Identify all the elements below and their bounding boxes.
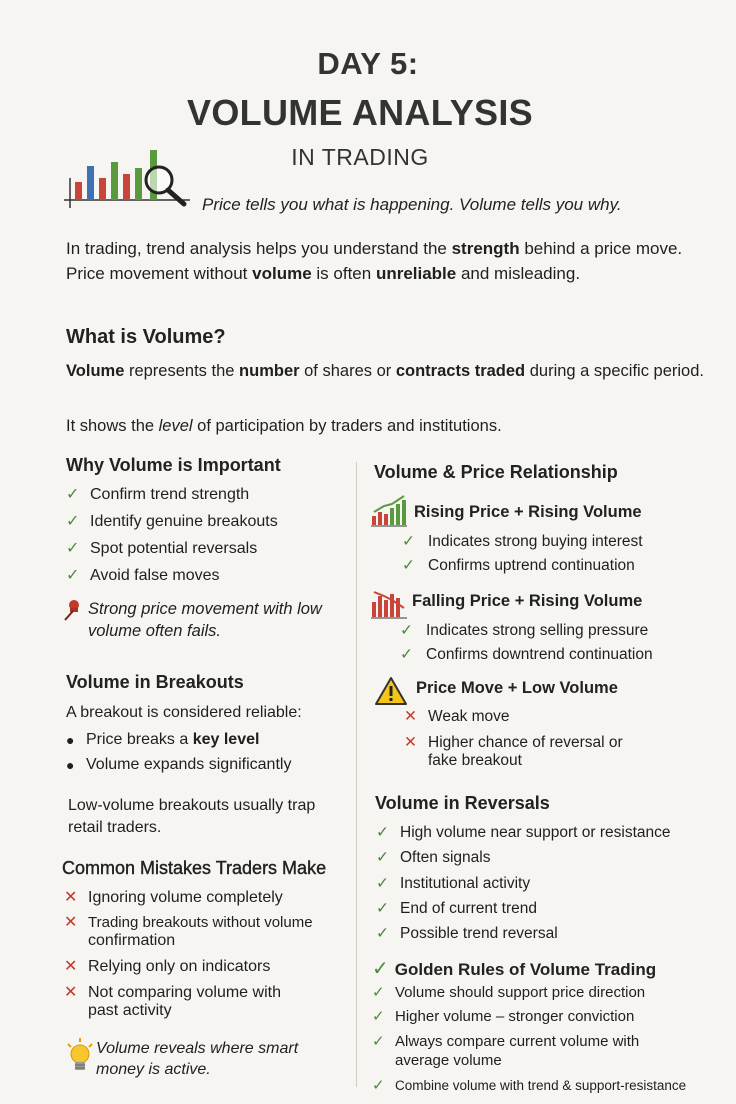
page-title: VOLUME ANALYSIS xyxy=(187,92,533,133)
volume-chart-magnifier-icon xyxy=(62,148,198,210)
mistakes-note: Volume reveals where smart money is active. xyxy=(96,1040,299,1078)
list-item: ● Volume expands significantly xyxy=(66,756,292,773)
rising-chart-icon xyxy=(370,494,408,528)
check-icon: ✓ xyxy=(372,1077,385,1094)
check-icon: ✓ xyxy=(400,646,413,663)
x-icon: ✕ xyxy=(404,734,417,751)
check-icon: ✓ xyxy=(372,984,385,1001)
check-icon: ✓ xyxy=(66,540,80,557)
x-icon: ✕ xyxy=(64,984,78,1001)
list-item-continuation: past activity xyxy=(88,1002,172,1019)
reversals-heading: Volume in Reversals xyxy=(375,793,550,813)
x-icon: ✕ xyxy=(404,708,417,725)
falling-chart-icon xyxy=(370,586,408,620)
check-icon: ✓ xyxy=(376,824,389,841)
relationship-heading: Volume & Price Relationship xyxy=(374,462,618,482)
list-item: ✓ Confirms downtrend continuation xyxy=(400,646,653,663)
list-item: ✓ Institutional activity xyxy=(376,875,531,892)
check-icon: ✓ xyxy=(376,849,389,866)
list-item: ✓ Indicates strong selling pressure xyxy=(400,622,649,639)
intro-paragraph: In trading, trend analysis helps you understand the strength behind a price move. Price movement without volume is often unreliable and misleading. xyxy=(66,239,683,283)
check-icon: ✓ xyxy=(372,1008,385,1025)
list-item: ✕ Relying only on indicators xyxy=(64,958,271,975)
falling-title: Falling Price + Rising Volume xyxy=(412,592,643,610)
list-item: ✓ High volume near support or resistance xyxy=(376,824,671,841)
check-icon: ✓ xyxy=(402,533,415,550)
title-day: DAY 5: xyxy=(317,46,419,81)
bullet-icon: ● xyxy=(66,757,75,773)
x-icon: ✕ xyxy=(64,914,78,931)
list-item-continuation: fake breakout xyxy=(428,752,522,769)
why-volume-heading: Why Volume is Important xyxy=(66,455,281,475)
why-note: Strong price movement with low volume often fails. xyxy=(88,600,322,640)
list-item: ✓ Higher volume – stronger conviction xyxy=(372,1008,635,1025)
breakouts-intro: A breakout is considered reliable: xyxy=(66,704,302,721)
list-item: ✕ Weak move xyxy=(404,708,510,725)
check-icon: ✓ xyxy=(402,557,415,574)
list-item: ✓ Avoid false moves xyxy=(66,567,220,584)
low-volume-title: Price Move + Low Volume xyxy=(416,679,618,697)
warning-icon xyxy=(374,676,408,706)
tagline: Price tells you what is happening. Volume tells you why. xyxy=(202,195,622,214)
breakouts-heading: Volume in Breakouts xyxy=(66,672,244,692)
list-item: ✓ Always compare current volume with xyxy=(372,1033,640,1050)
check-icon: ✓ xyxy=(400,622,413,639)
list-item: ✓ End of current trend xyxy=(376,900,537,917)
x-icon: ✕ xyxy=(64,889,78,906)
list-item: ✕ Higher chance of reversal or xyxy=(404,734,623,751)
list-item: ✕ Ignoring volume completely xyxy=(64,889,283,906)
x-icon: ✕ xyxy=(64,958,78,975)
check-icon: ✓ xyxy=(376,875,389,892)
what-is-volume-text: Volume represents the number of shares or contracts traded during a specific period. xyxy=(66,362,704,380)
mistakes-heading: Common Mistakes Traders Make xyxy=(62,858,327,878)
rising-title: Rising Price + Rising Volume xyxy=(414,503,642,521)
list-item: ✓ Possible trend reversal xyxy=(376,925,558,942)
check-icon: ✓ xyxy=(66,513,80,530)
check-icon: ✓ xyxy=(376,900,389,917)
golden-rules-heading: ✓ Golden Rules of Volume Trading xyxy=(372,958,657,980)
list-item: ✓ Often signals xyxy=(376,849,491,866)
list-item: ✓ Combine volume with trend & support-resistance xyxy=(372,1077,687,1094)
check-icon: ✓ xyxy=(372,1033,385,1050)
check-icon: ✓ xyxy=(376,925,389,942)
participation-text: It shows the level of participation by traders and institutions. xyxy=(66,417,502,435)
column-divider xyxy=(356,462,357,1087)
list-item: ✕ Trading breakouts without volume xyxy=(64,914,313,931)
list-item: ✓ Confirm trend strength xyxy=(66,486,250,503)
bullet-icon: ● xyxy=(66,732,75,748)
check-icon: ✓ xyxy=(372,958,389,980)
list-item-continuation: confirmation xyxy=(88,932,176,949)
lightbulb-icon xyxy=(66,1038,94,1076)
list-item: ✓ Identify genuine breakouts xyxy=(66,513,278,530)
check-icon: ✓ xyxy=(66,567,80,584)
list-item: ✓ Confirms uptrend continuation xyxy=(402,557,635,574)
page-subtitle: IN TRADING xyxy=(291,144,429,170)
pushpin-icon xyxy=(62,598,82,622)
list-item: ✓ Volume should support price direction xyxy=(372,984,646,1001)
list-item: ✓ Spot potential reversals xyxy=(66,540,258,557)
check-icon: ✓ xyxy=(66,486,80,503)
list-item: ✓ Indicates strong buying interest xyxy=(402,533,643,550)
list-item: ✕ Not comparing volume with xyxy=(64,984,281,1001)
list-item: ● Price breaks a key level xyxy=(66,731,260,748)
what-is-volume-heading: What is Volume? xyxy=(66,326,226,348)
list-item-continuation: average volume xyxy=(395,1052,502,1069)
breakouts-note: Low-volume breakouts usually trap retail traders. xyxy=(68,797,316,836)
